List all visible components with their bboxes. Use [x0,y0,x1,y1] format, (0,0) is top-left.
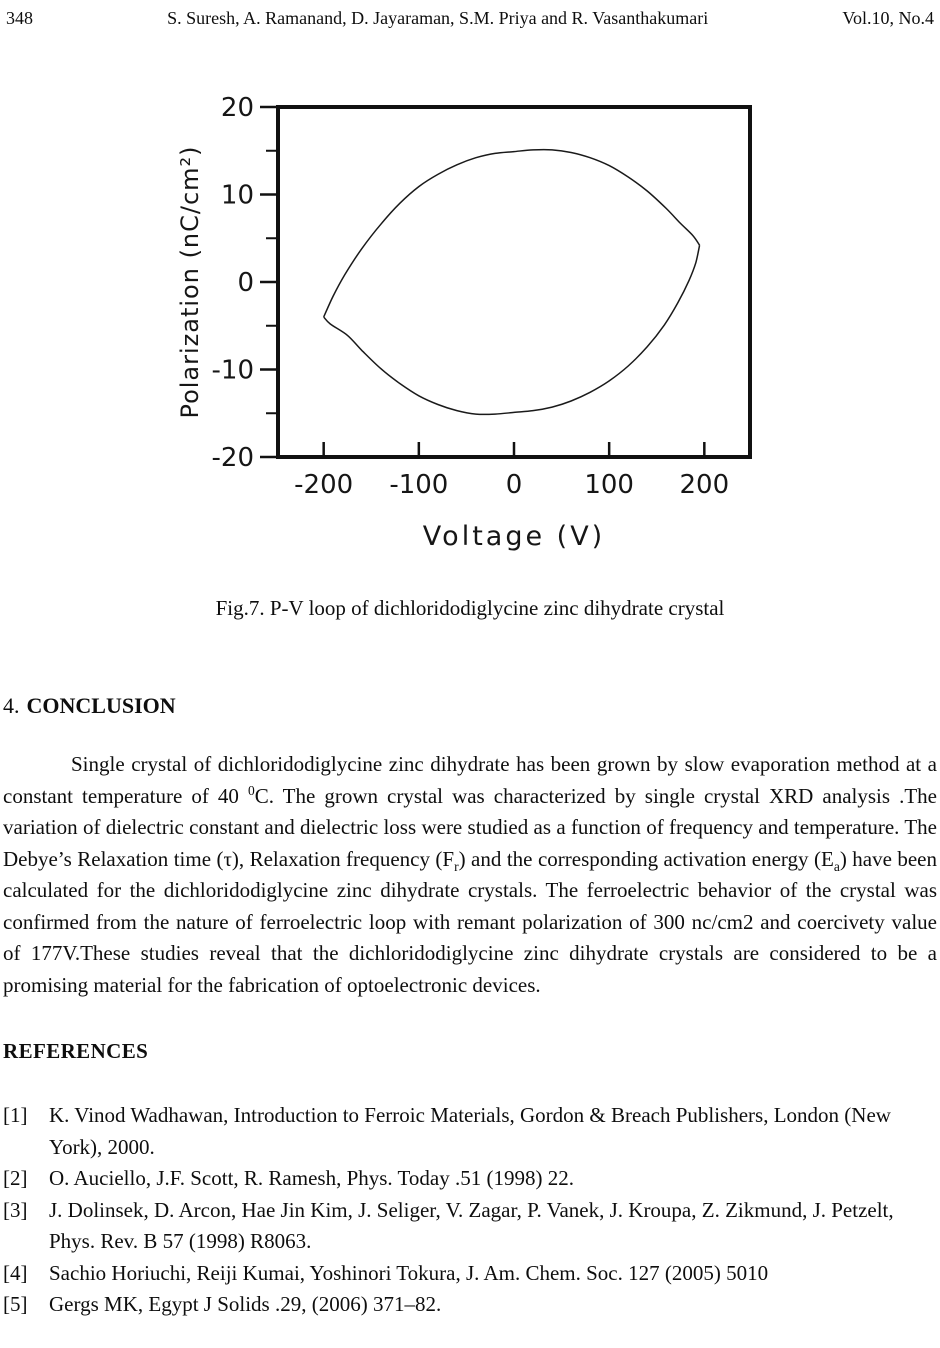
y-tick-label: 0 [237,268,254,298]
reference-item [3,1258,937,1290]
reference-number: [4] [3,1260,28,1285]
reference-number: [1] [3,1103,28,1127]
plot-frame [278,107,750,457]
conclusion-heading [3,693,940,719]
running-head-authors: S. Suresh, A. Ramanand, D. Jayaraman, S.M. Priya and R. Vasanthakumari [167,8,709,28]
x-tick-label: 100 [584,470,634,500]
references-list [3,1100,937,1321]
paragraph-sub-segment: r [454,858,459,874]
loop-lower_branch [324,245,700,414]
reference-number: [5] [3,1292,28,1316]
conclusion-heading-text: CONCLUSION [26,693,176,718]
paragraph-segment: ) and the corresponding activation energy (E [458,846,834,871]
pv-loop-chart [160,91,780,561]
paragraph-segment: C. The grown crystal was characterized by single crystal XRD analysis .The variation of dielectric constant and dielectric loss were studied as a function of frequency and temperature. The Debye’s Relaxation time (τ), Relaxation frequency (F [3,783,938,871]
reference-item [3,1195,937,1258]
conclusion-heading-number: 4. [3,693,20,718]
paragraph-sup-segment: 0 [247,782,255,798]
y-tick-label: 10 [220,180,254,211]
figure-caption: Fig.7. P-V loop of dichloridodiglycine zinc dihydrate crystal [215,596,725,620]
reference-number: [3] [3,1197,28,1222]
volume-issue: Vol.10, No.4 [842,8,934,28]
paragraph-segment: Single crystal of dichloridodiglycine zinc dihydrate has been grown by slow evaporation method at a constant temperature of 40 [3,752,937,808]
reference-number: [2] [3,1166,28,1190]
reference-item [3,1289,937,1321]
y-tick-label: -20 [211,443,254,473]
references-heading: REFERENCES [3,1039,149,1063]
y-axis-title: Polarization (nC/cm²) [176,145,204,419]
conclusion-paragraph [3,749,937,1001]
x-tick-label: 200 [679,470,730,500]
reference-text: O. Auciello, J.F. Scott, R. Ramesh, Phys. Today .51 (1998) 22. [49,1166,574,1190]
reference-text: Sachio Horiuchi, Reiji Kumai, Yoshinori Tokura, J. Am. Chem. Soc. 127 (2005) 5010 [49,1260,769,1285]
x-tick-label: -100 [389,470,449,500]
y-tick-label: -10 [211,355,254,386]
x-tick-label: 0 [505,470,523,500]
x-tick-label: -200 [294,470,354,500]
reference-text: K. Vinod Wadhawan, Introduction to Ferroic Materials, Gordon & Breach Publishers, London (New York), 2000. [49,1103,891,1159]
reference-text: Gergs MK, Egypt J Solids .29, (2006) 371–82. [49,1292,442,1316]
paragraph-segment: ) have been calculated for the dichloridodiglycine zinc dihydrate crystals. The ferroelectric behavior of the crystal was confirmed from the nature of ferroelectric loop with remant polarization of 300 nc/cm2 and coercivety value of 177V.These studies reveal that the dichloridodiglycine zinc dihydrate crystals are considered to be a promising material for the fabrication of optoelectronic devices. [3,846,937,997]
reference-text: J. Dolinsek, D. Arcon, Hae Jin Kim, J. Seliger, V. Zagar, P. Vanek, J. Kroupa, Z. Zikmund, J. Petzelt, Phys. Rev. B 57 (1998) R8063. [49,1197,894,1253]
y-tick-label: 20 [220,93,254,123]
figure-7 [160,91,780,566]
page-number: 348 [6,8,33,28]
paragraph-sub-segment: a [833,858,840,874]
x-axis-title: Voltage (V) [422,521,606,552]
loop-upper_branch [324,150,700,317]
page-header [0,0,940,29]
reference-item [3,1100,937,1163]
reference-item [3,1163,937,1195]
